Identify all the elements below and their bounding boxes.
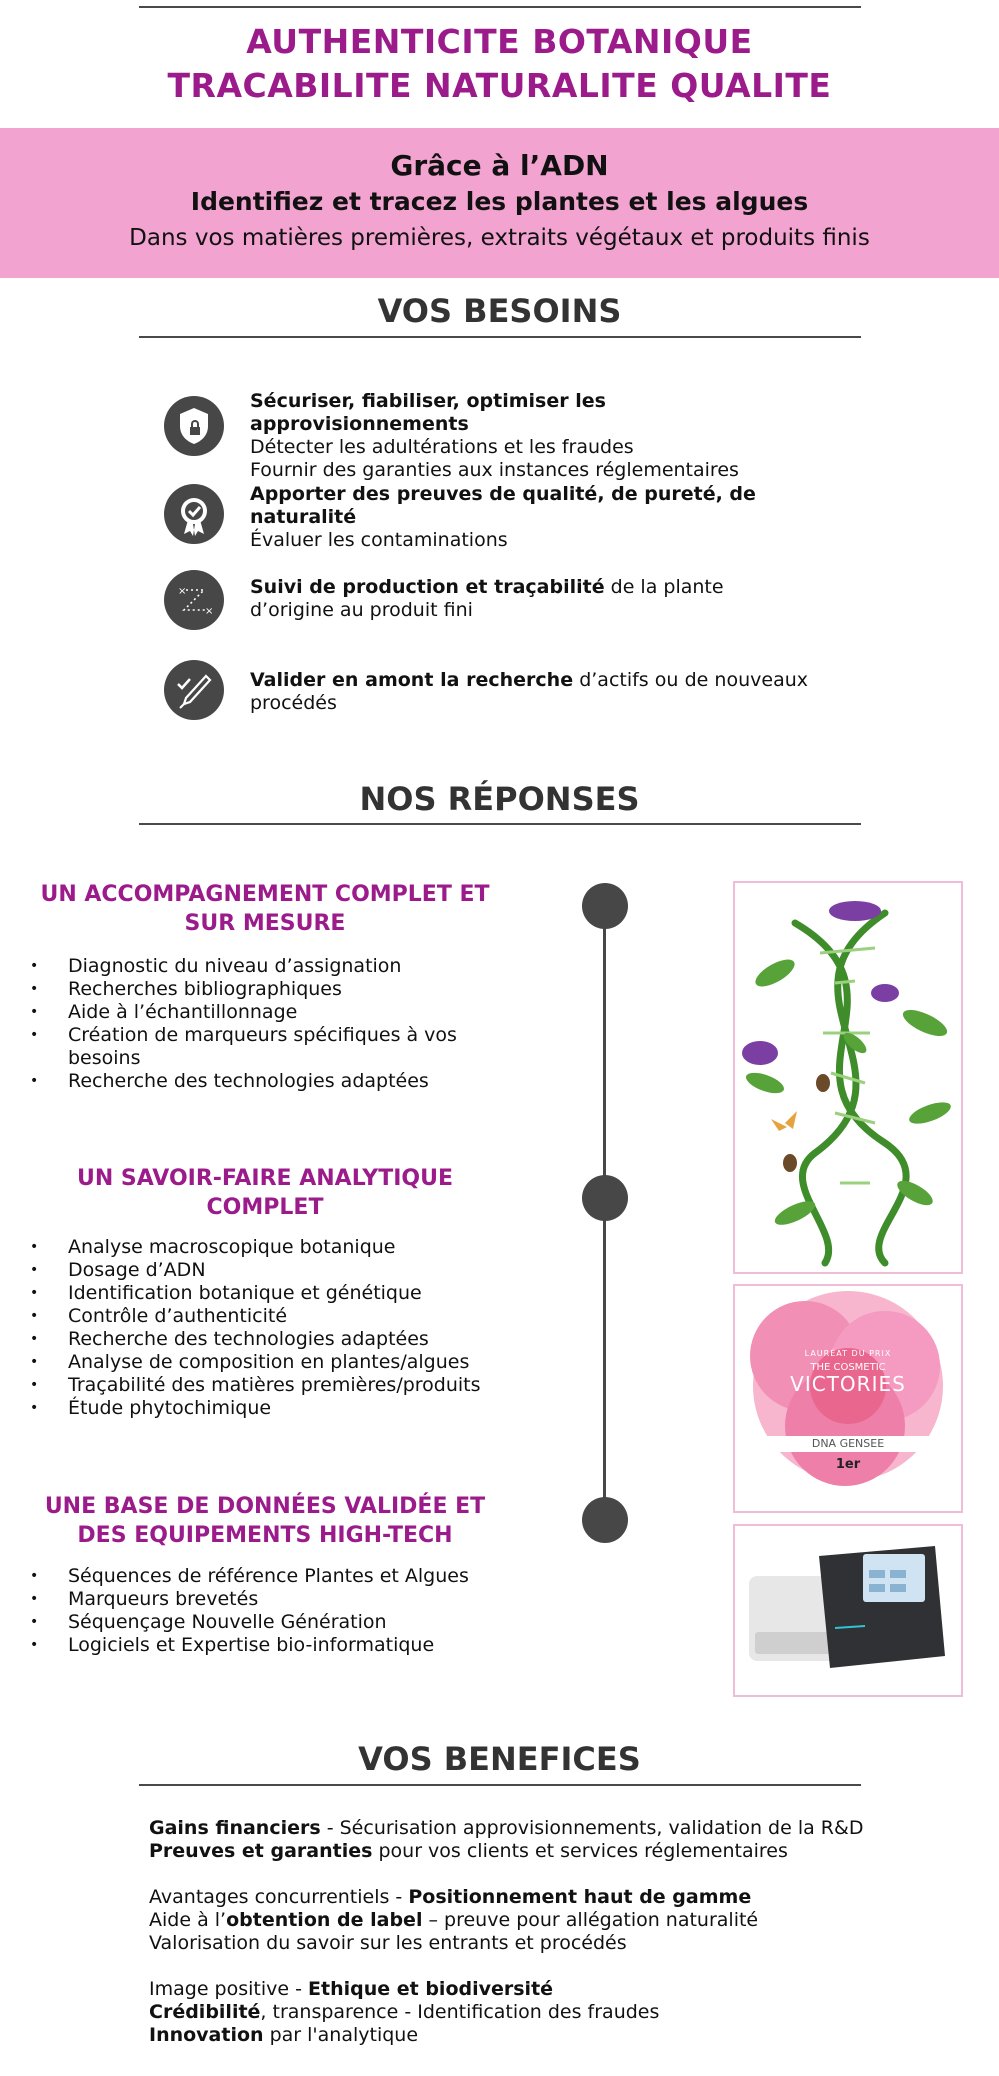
award-text-2: THE COSMETIC — [810, 1362, 886, 1373]
timeline-dot-1 — [582, 883, 628, 929]
need-item-2 — [250, 483, 808, 552]
need-4-bold: Valider en amont la recherche — [250, 669, 574, 691]
benefit-gains-rest: - Sécurisation approvisionnements, validation de la R&D — [320, 1817, 864, 1839]
list-item: • Marqueurs brevetés — [30, 1588, 510, 1611]
benefit-proof: Preuves et garanties — [149, 1840, 373, 1862]
need-1-line2: Fournir des garanties aux instances réglementaires — [250, 459, 739, 481]
benefit-credibility-rest: , transparence - Identification des fraudes — [260, 2001, 660, 2023]
response-3-title-line2: DES EQUIPEMENTS HIGH-TECH — [77, 1523, 453, 1548]
need-4-rest: d’actifs ou de nouveaux procédés — [250, 669, 808, 714]
timeline-dot-2 — [582, 1175, 628, 1221]
benefits-rule — [139, 1784, 861, 1786]
dna-band — [0, 128, 999, 278]
band-line1: Grâce à l’ADN — [390, 149, 609, 182]
needs-title: VOS BESOINS — [377, 292, 622, 330]
list-item: • Diagnostic du niveau d’assignation — [30, 955, 470, 978]
award-text-3: VICTORIES — [790, 1372, 906, 1396]
need-1-line1: Détecter les adultérations et les fraudes — [250, 436, 634, 458]
top-rule — [139, 6, 861, 8]
response-1-title — [30, 880, 500, 938]
responses-title: NOS RÉPONSES — [359, 780, 640, 818]
list-item: • Étude phytochimique — [30, 1397, 510, 1420]
responses-rule — [139, 823, 861, 825]
benefit-label: obtention de label — [226, 1909, 423, 1931]
spacer — [149, 1955, 869, 1978]
needs-rule — [139, 336, 861, 338]
award-text-5: 1er — [835, 1457, 861, 1472]
benefit-ethics: Ethique et biodiversité — [308, 1978, 554, 2000]
sequencer-device-image — [733, 1524, 963, 1697]
award-text-4: DNA GENSEE — [811, 1437, 885, 1450]
benefit-knowledge: Valorisation du savoir sur les entrants et procédés — [149, 1932, 627, 1954]
need-item-1 — [250, 390, 808, 482]
award-badge-icon — [164, 484, 224, 544]
response-3-title — [30, 1492, 500, 1550]
shield-lock-icon — [164, 396, 224, 456]
need-2-bold: Apporter des preuves de qualité, de pureté, de naturalité — [250, 483, 756, 528]
list-item: • Identification botanique et génétique — [30, 1282, 510, 1305]
list-item: • Logiciels et Expertise bio-informatique — [30, 1634, 510, 1657]
check-pen-icon — [164, 660, 224, 720]
list-item: • Aide à l’échantillonnage — [30, 1001, 470, 1024]
response-1-title-line2: SUR MESURE — [184, 911, 346, 936]
need-1-bold: Sécuriser, fiabiliser, optimiser les approvisionnements — [250, 390, 606, 435]
award-text-1: LAURÉAT DU PRIX — [804, 1349, 892, 1358]
response-1-list — [30, 955, 470, 1093]
benefit-positioning: Positionnement haut de gamme — [408, 1886, 752, 1908]
band-line3: Dans vos matières premières, extraits végétaux et produits finis — [129, 225, 870, 251]
benefits-text — [149, 1817, 869, 2047]
hero-title-line1: AUTHENTICITE BOTANIQUE — [246, 22, 753, 61]
response-3-title-line1: UNE BASE DE DONNÉES VALIDÉE ET — [44, 1494, 486, 1519]
hero-title — [0, 20, 999, 108]
benefit-innovation-rest: par l'analytique — [263, 2024, 419, 2046]
list-item: • Analyse de composition en plantes/algues — [30, 1351, 510, 1374]
svg-text:×: × — [205, 606, 214, 617]
hero-title-line2: TRACABILITE NATURALITE QUALITE — [167, 66, 832, 105]
trace-path-icon — [164, 570, 224, 630]
list-item: • Recherches bibliographiques — [30, 978, 470, 1001]
list-item: • Analyse macroscopique botanique — [30, 1236, 510, 1259]
dna-plant-illustration — [733, 881, 963, 1274]
benefits-title: VOS BENEFICES — [358, 1740, 641, 1778]
response-2-title — [30, 1164, 500, 1222]
need-item-3 — [250, 576, 808, 622]
svg-text:×: × — [178, 586, 187, 597]
response-2-list — [30, 1236, 510, 1420]
benefit-label-rest: – preuve pour allégation naturalité — [422, 1909, 759, 1931]
band-line2: Identifiez et tracez les plantes et les algues — [190, 187, 809, 216]
need-item-4 — [250, 669, 808, 715]
timeline-dot-3 — [582, 1497, 628, 1543]
list-item: • Recherche des technologies adaptées — [30, 1070, 470, 1093]
response-2-title-line1: UN SAVOIR-FAIRE ANALYTIQUE — [76, 1166, 454, 1191]
response-3-list — [30, 1565, 510, 1657]
list-item: • Recherche des technologies adaptées — [30, 1328, 510, 1351]
benefit-advantage: Avantages concurrentiels - — [149, 1886, 409, 1908]
spacer — [149, 1863, 869, 1886]
list-item: • Séquences de référence Plantes et Algues — [30, 1565, 510, 1588]
need-3-bold: Suivi de production et traçabilité — [250, 576, 605, 598]
need-3-rest: de la plante d’origine au produit fini — [250, 576, 724, 621]
list-item: • Création de marqueurs spécifiques à vos besoins — [30, 1024, 470, 1070]
response-2-title-line2: COMPLET — [206, 1195, 324, 1220]
benefit-innovation: Innovation — [149, 2024, 264, 2046]
list-item: • Dosage d’ADN — [30, 1259, 510, 1282]
benefit-label-pre: Aide à l’ — [149, 1909, 227, 1931]
benefit-gains: Gains financiers — [149, 1817, 321, 1839]
benefit-proof-rest: pour vos clients et services réglementaires — [372, 1840, 788, 1862]
need-2-line1: Évaluer les contaminations — [250, 529, 508, 551]
benefit-image: Image positive - — [149, 1978, 309, 2000]
list-item: • Traçabilité des matières premières/produits — [30, 1374, 510, 1397]
response-1-title-line1: UN ACCOMPAGNEMENT COMPLET ET — [40, 882, 490, 907]
benefit-credibility: Crédibilité — [149, 2001, 261, 2023]
list-item: • Séquençage Nouvelle Génération — [30, 1611, 510, 1634]
list-item: • Contrôle d’authenticité — [30, 1305, 510, 1328]
cosmetic-victories-award-image — [733, 1284, 963, 1513]
award-ribbon — [751, 1436, 945, 1452]
